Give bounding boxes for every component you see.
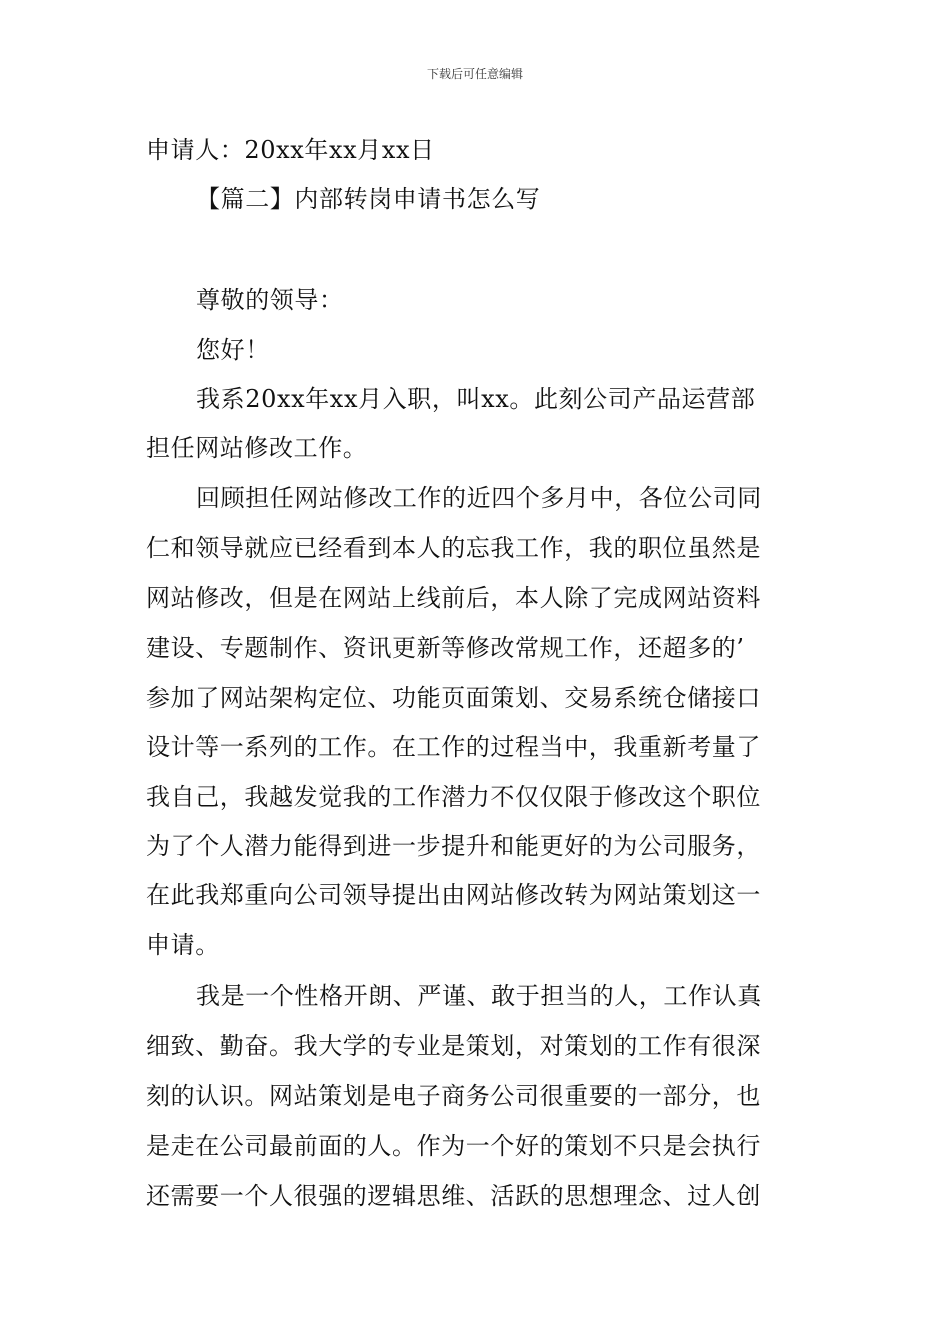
paragraph-line: 还需要一个人很强的逻辑思维、活跃的思想理念、过人创 (146, 1182, 761, 1210)
header-note: 下载后可任意编辑 (426, 67, 523, 81)
paragraph-line: 申请。 (146, 931, 220, 959)
applicant-line: 申请人：20xx年xx月xx日 (146, 136, 435, 164)
paragraph-line: 建设、专题制作、资讯更新等修改常规工作，还超多的’ (146, 634, 745, 662)
paragraph-line: 回顾担任网站修改工作的近四个多月中，各位公司同 (196, 484, 762, 512)
paragraph-line: 我系20xx年xx月入职，叫xx。此刻公司产品运营部 (196, 385, 756, 413)
salutation: 尊敬的领导： (196, 286, 344, 314)
paragraph-line: 在此我郑重向公司领导提出由网站修改转为网站策划这一 (146, 881, 761, 909)
paragraph-line: 为了个人潜力能得到进一步提升和能更好的为公司服务， (146, 832, 761, 860)
paragraph-line: 刻的认识。网站策划是电子商务公司很重要的一部分，也 (146, 1082, 761, 1110)
paragraph-line: 设计等一系列的工作。在工作的过程当中，我重新考量了 (146, 733, 761, 761)
paragraph-line: 仁和领导就应已经看到本人的忘我工作，我的职位虽然是 (146, 534, 761, 562)
paragraph-line: 我自己，我越发觉我的工作潜力不仅仅限于修改这个职位 (146, 783, 761, 811)
paragraph-line: 是走在公司最前面的人。作为一个好的策划不只是会执行 (146, 1132, 761, 1160)
paragraph-line: 我是一个性格开朗、严谨、敢于担当的人，工作认真 (196, 982, 762, 1010)
paragraph-line: 细致、勤奋。我大学的专业是策划，对策划的工作有很深 (146, 1032, 761, 1060)
section-title: 【篇二】内部转岗申请书怎么写 (196, 185, 541, 213)
paragraph-line: 担任网站修改工作。 (146, 434, 368, 462)
paragraph-line: 网站修改，但是在网站上线前后，本人除了完成网站资料 (146, 584, 761, 612)
greeting: 您好！ (196, 336, 270, 364)
paragraph-line: 参加了网站架构定位、功能页面策划、交易系统仓储接口 (146, 684, 761, 712)
